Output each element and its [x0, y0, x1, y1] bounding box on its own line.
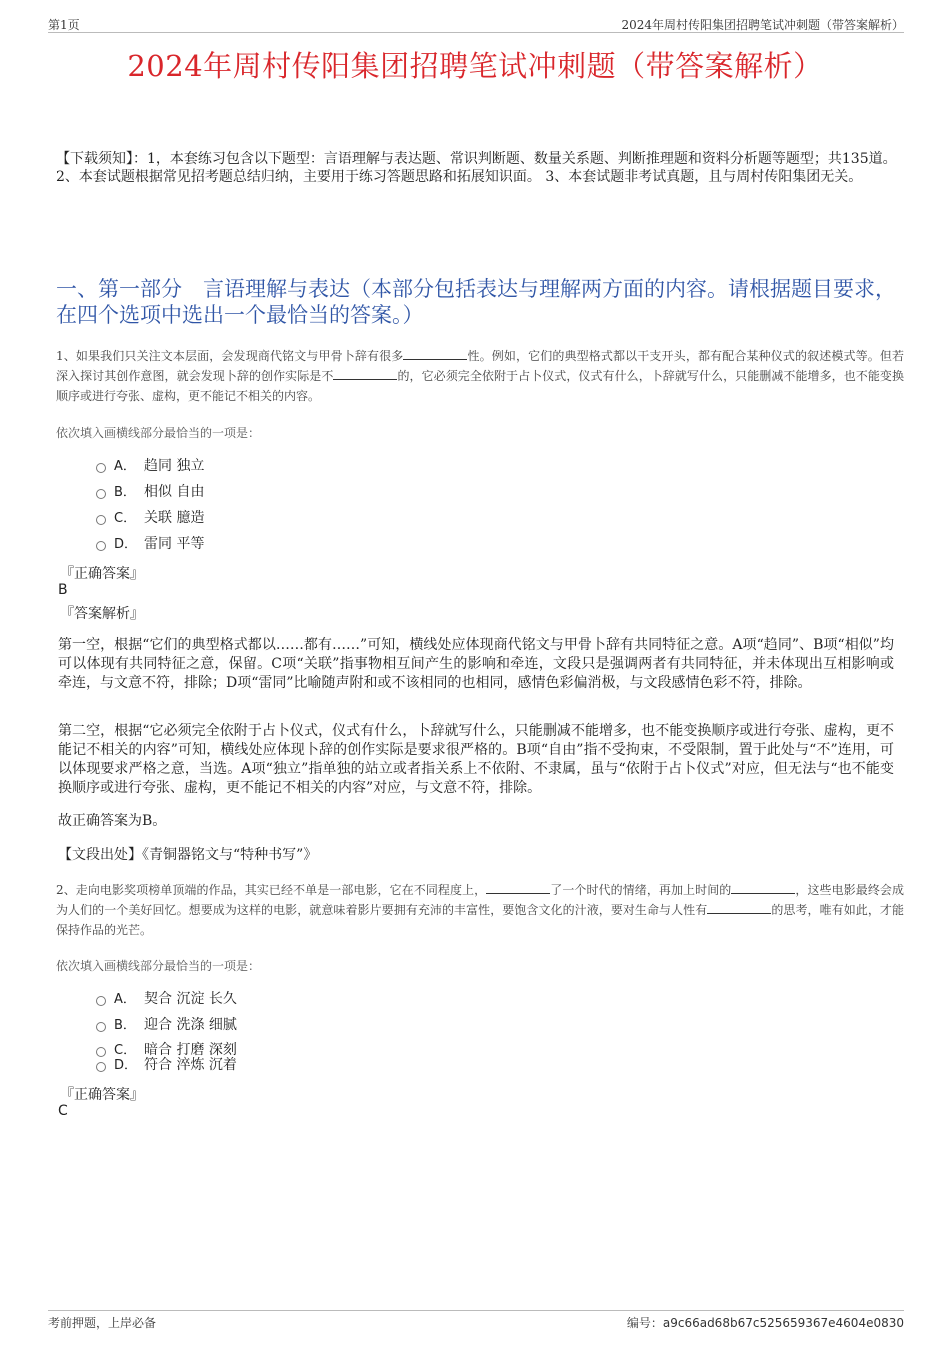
question-1-conclusion: 故正确答案为B。	[58, 813, 167, 829]
question-1-option-b[interactable]: B． 相似 自由	[96, 482, 204, 502]
answer-blank	[403, 347, 467, 360]
page-title: 2024年周村传阳集团招聘笔试冲刺题（带答案解析）	[127, 49, 823, 83]
question-2-text: 2、走向电影奖项榜单顶端的作品，其实已经不单是一部电影，它在不同程度上， 了一个时代的情绪，再加上时间的 ，这些电影最终会成为人们的一个美好回忆。想要成为这样的电影，就意味着影片要拥有充沛的丰富性，要饱含文化的汁液，要对生命与人性有 的思考，唯有如此，才能保持作品的光芒。	[56, 883, 904, 937]
question-1-option-a[interactable]: A． 趋同 独立	[96, 456, 204, 476]
radio-icon[interactable]	[96, 996, 106, 1006]
question-1-analysis-2: 第二空，根据“它必须完全依附于占卜仪式，仪式有什么，卜辞就写什么，只能删减不能增多，也不能变换顺序或进行夸张、虚构，更不能记不相关的内容”可知，横线处应体现卜辞的创作实际是要求很严格的。B项“自由”指不受拘束，不受限制，置于此处与“不”连用，可以体现要求严格之意，当选。A项“独立”指单独的站立或者指关系上不依附、不隶属，虽与“依附于占卜仪式”对应，但无法与“也不能变换顺序或进行夸张、虚构，更不能记不相关的内容”对应，与文意不符，排除。	[58, 723, 894, 796]
radio-icon[interactable]	[96, 541, 106, 551]
answer-blank	[707, 901, 771, 914]
question-2-option-c[interactable]: C． 暗合 打磨 深刻	[96, 1040, 237, 1060]
radio-icon[interactable]	[96, 489, 106, 499]
question-2-option-d[interactable]: D． 符合 淬炼 沉着	[96, 1055, 237, 1075]
correct-answer-label: 『正确答案』	[60, 566, 144, 582]
question-2-option-b[interactable]: B． 迎合 洗涤 细腻	[96, 1015, 237, 1035]
question-1-instruction: 依次填入画横线部分最恰当的一项是：	[56, 426, 261, 440]
analysis-label: 『答案解析』	[60, 606, 144, 622]
question-2-option-a[interactable]: A． 契合 沉淀 长久	[96, 989, 237, 1009]
question-1-source: 【文段出处】《青铜器铭文与“特种书写”》	[58, 847, 318, 863]
radio-icon[interactable]	[96, 515, 106, 525]
correct-answer-label: 『正确答案』	[60, 1087, 144, 1103]
footer-divider	[48, 1310, 904, 1311]
radio-icon[interactable]	[96, 463, 106, 473]
footer-slogan: 考前押题，上岸必备	[48, 1316, 157, 1330]
download-notice: 【下载须知】：1，本套练习包含以下题型：言语理解与表达题、常识判断题、数量关系题、判断推理题和资料分析题等题型；共135道。 2、本套试题根据常见招考题总结归纳，主要用于练习答题思路和拓展知识面。 3、本套试题非考试真题，且与周村传阳集团无关。	[56, 151, 897, 185]
answer-blank	[486, 881, 550, 894]
answer-blank	[333, 367, 397, 380]
footer-code: 编号：a9c66ad68b67c525659367e4604e0830	[626, 1316, 904, 1330]
question-1-text: 1、如果我们只关注文本层面，会发现商代铭文与甲骨卜辞有很多 性。例如，它们的典型格式都以干支开头，都有配合某种仪式的叙述模式等。但若深入探讨其创作意图，就会发现卜辞的创作实际是不 的，它必须完全依附于占卜仪式，仪式有什么，卜辞就写什么，只能删减不能增多，也不能变换顺序或进行夸张、虚构，更不能记不相关的内容。	[56, 349, 904, 403]
question-1-answer: B	[58, 582, 68, 598]
header-page-label: 第1页	[48, 18, 80, 32]
question-2-instruction: 依次填入画横线部分最恰当的一项是：	[56, 959, 261, 973]
radio-icon[interactable]	[96, 1062, 106, 1072]
header-divider	[48, 32, 904, 33]
section-heading: 一、第一部分 言语理解与表达（本部分包括表达与理解两方面的内容。请根据题目要求，在四个选项中选出一个最恰当的答案。）	[56, 277, 896, 327]
question-1-option-d[interactable]: D． 雷同 平等	[96, 534, 204, 554]
question-2-answer: C	[58, 1103, 68, 1119]
header-doc-title: 2024年周村传阳集团招聘笔试冲刺题（带答案解析）	[621, 18, 904, 32]
question-1-option-c[interactable]: C． 关联 臆造	[96, 508, 204, 528]
question-1-analysis-1: 第一空，根据“它们的典型格式都以……都有……”可知，横线处应体现商代铭文与甲骨卜辞有共同特征之意。A项“趋同”、B项“相似”均可以体现有共同特征之意，保留。C项“关联”指事物相互间产生的影响和牵连，文段只是强调两者有共同特征，并未体现出互相影响或牵连，与文意不符，排除；D项“雷同”比喻随声附和或不该相同的也相同，感情色彩偏消极，与文段感情色彩不符，排除。	[58, 637, 894, 691]
radio-icon[interactable]	[96, 1022, 106, 1032]
answer-blank	[731, 881, 795, 894]
